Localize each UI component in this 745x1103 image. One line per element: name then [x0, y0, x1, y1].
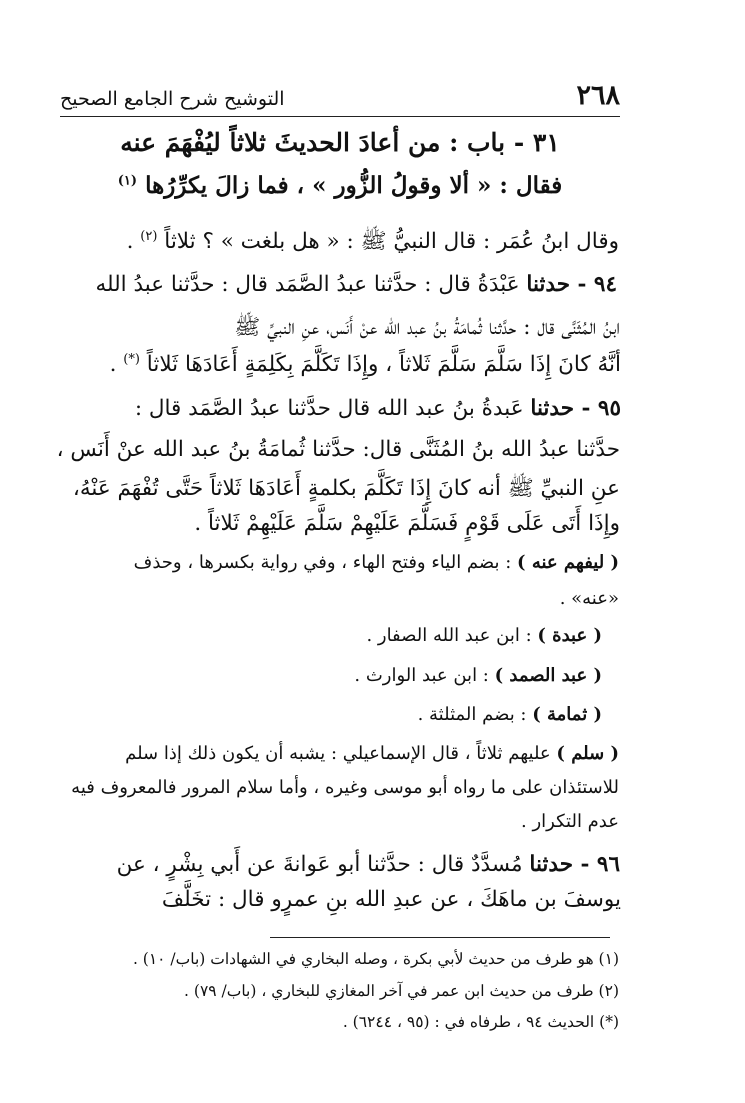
- gloss-line: [134, 552, 619, 573]
- hadith-text: عَبْدَةُ قال : حدَّثنا عبدُ الصَّمَد قال : حدَّثنا عبدُ الله: [95, 272, 520, 297]
- hadith-94-line2: ابنُ المُثَنَّى قال : حدَّثنا ثُمامَةُ بنُ عبد الله عنْ أَنَس، عنِ النبيِّ ﷺ: [234, 315, 620, 340]
- intro-end: .: [126, 229, 134, 254]
- gloss-term: ( سلم ): [556, 743, 619, 764]
- hadith-96-line1: [117, 852, 620, 877]
- hadith-number: ٩٦ - حدثنا: [529, 852, 620, 877]
- gloss-term: ( عبد الصمد ): [494, 665, 602, 686]
- intro-line: [127, 228, 619, 259]
- gloss-line: [125, 743, 619, 764]
- hadith-text: أنَّهُ كانَ إِذَا سَلَّمَ سَلَّمَ ثَلاثاً ، وإِذَا تَكَلَّمَ بِكَلِمَةٍ أَعَادَهَا ثَلاثاً: [146, 352, 621, 378]
- footnote-ref: (*): [123, 352, 140, 367]
- gloss-line: [418, 704, 602, 725]
- hadith-number: ٩٥ - حدثنا: [530, 396, 621, 421]
- footnote-ref: (٢): [140, 228, 158, 244]
- gloss-line: [366, 625, 602, 646]
- hadith-94-line3: [110, 352, 621, 377]
- gloss-line-cont: «عنه» .: [559, 588, 619, 609]
- footnote-3: (*) الحديث ٩٤ ، طرفاه في : (٩٥ ، ٦٢٤٤) .: [342, 1013, 619, 1031]
- hadith-95-line4: وإِذَا أَتَى عَلَى قَوْمٍ فَسَلَّمَ عَلَيْهِمْ سَلَّمَ عَلَيْهِمْ ثَلاثاً .: [194, 511, 620, 536]
- gloss-term: ( عبدة ): [537, 625, 602, 646]
- gloss-text: : ابن عبد الله الصفار .: [366, 625, 532, 646]
- gloss-text: : بضم الياء وفتح الهاء ، وفي رواية بكسرها ، وحذف: [133, 552, 512, 573]
- gloss-term: ( ليفهم عنه ): [517, 552, 619, 573]
- hadith-text: عَبدةُ بنُ عبد الله قال حدَّثنا عبدُ الصَّمَد قال :: [134, 396, 524, 421]
- footnote-1: (١) هو طرف من حديث لأبي بكرة ، وصله البخاري في الشهادات (باب/ ١٠) .: [132, 950, 619, 968]
- hadith-96-line2: يوسفَ بن ماهَكَ ، عن عبدِ الله بنِ عمرٍو قال : تخَلَّفَ: [161, 887, 621, 912]
- gloss-text: عليهم ثلاثاً ، قال الإسماعيلي : يشبه أن يكون ذلك إذا سلم: [125, 743, 551, 764]
- running-title: التوشيح شرح الجامع الصحيح: [60, 88, 285, 110]
- footnote-divider: [270, 937, 610, 938]
- gloss-line: [354, 665, 602, 686]
- hadith-95-line3: عنِ النبيِّ ﷺ أنه كانَ إِذَا تَكَلَّمَ بكلمةٍ أَعَادَهَا ثَلاثاً حَتَّى تُفْهَمَ عَنْهُ،: [72, 476, 620, 501]
- page-header: [60, 76, 620, 117]
- footnote-2: (٢) طرف من حديث ابن عمر في آخر المغازي للبخاري ، (باب/ ٧٩) .: [184, 982, 619, 1000]
- gloss-line-cont: للاستئذان على ما رواه أبو موسى وغيره ، وأما سلام المرور فالمعروف فيه: [71, 777, 619, 798]
- hadith-95-line2: حدَّثنا عبدُ الله بنُ المُثَنَّى قال: حدَّثنا ثُمامَةُ بنُ عبد الله عنْ أَنَس ،: [56, 437, 620, 462]
- chapter-title-line1: ٣١ - باب : من أعادَ الحديثَ ثلاثاً ليُفْهَمَ عنه: [120, 128, 560, 157]
- chapter-title-line2: [60, 172, 620, 199]
- footnote-ref: (١): [117, 173, 138, 189]
- intro-text: وقال ابنُ عُمَر : قال النبيُّ ﷺ : « هل بلغت » ؟ ثلاثاً: [164, 229, 619, 254]
- gloss-term: ( ثمامة ): [532, 704, 602, 725]
- hadith-95-line1: [135, 396, 621, 421]
- hadith-text: مُسدَّدٌ قال : حدَّثنا أبو عَوانةَ عن أَبي بِشْرٍ ، عن: [116, 852, 523, 877]
- gloss-text: : بضم المثلثة .: [417, 704, 527, 725]
- gloss-text: : ابن عبد الوارث .: [354, 665, 489, 686]
- page-number: ٢٦٨: [576, 80, 620, 111]
- hadith-number: ٩٤ - حدثنا: [526, 272, 617, 297]
- gloss-line-cont: عدم التكرار .: [521, 811, 619, 832]
- hadith-94-line1: [95, 272, 617, 297]
- chapter-title-text: فقال : « ألا وقولُ الزُّور » ، فما زالَ يكرِّرُها: [145, 172, 563, 199]
- hadith-end: .: [109, 352, 117, 378]
